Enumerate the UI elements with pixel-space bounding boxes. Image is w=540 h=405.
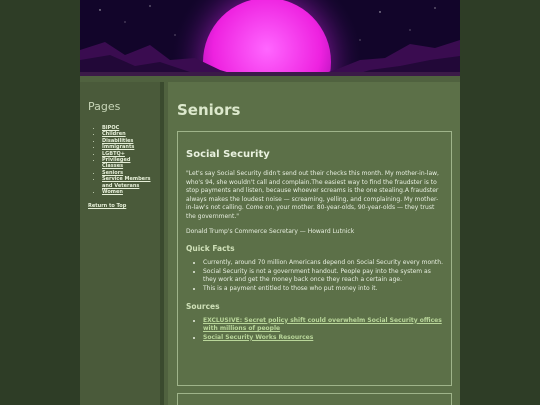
sidebar-item-service-members xyxy=(102,176,152,189)
synthwave-sun-illustration xyxy=(80,0,460,76)
sidebar-link-women[interactable]: Women xyxy=(102,189,123,196)
sidebar-link-service-members[interactable]: Service Members and Veterans xyxy=(102,176,151,189)
page-container xyxy=(80,0,460,405)
next-card xyxy=(177,393,452,405)
sidebar xyxy=(80,82,164,405)
social-security-card xyxy=(177,131,452,386)
sidebar-nav-list xyxy=(88,125,152,195)
source-link-ssw-resources[interactable]: Social Security Works Resources xyxy=(203,333,314,341)
sidebar-title: Pages xyxy=(88,100,121,113)
quick-facts-heading: Quick Facts xyxy=(186,244,235,254)
sidebar-link-children[interactable]: Children xyxy=(102,131,126,138)
quote-attribution: Donald Trump's Commerce Secretary — Howard Lutnick xyxy=(186,227,355,235)
sidebar-link-bipoc[interactable]: BIPOC xyxy=(102,125,120,131)
sources-list xyxy=(186,317,443,343)
sidebar-link-privileged-classes[interactable]: Privileged Classes xyxy=(102,157,131,170)
sidebar-item-privileged-classes xyxy=(102,157,152,170)
source-item xyxy=(203,334,443,343)
sidebar-item-women xyxy=(102,189,152,195)
header-banner-image xyxy=(80,0,460,76)
sidebar-link-disabilities[interactable]: Disabilities xyxy=(102,137,134,144)
fact-item: • Social Security is not a government handout. People pay into the system as they work and get the money back once they reach a certain age. xyxy=(203,268,443,285)
quote-text: "Let's say Social Security didn't send out their checks this month. My mother-in-law, who's 94, she wouldn't call and complain.The easiest way to find the fraudster is to stop payments and listen, because whoever screams is the one stealing.A fraudster always makes the loudest noise — screaming, yelling, and complaining. My mother-in-law's not calling. Come on, your mother. 80-year-olds, 90-year-olds — they trust the government." xyxy=(186,170,439,220)
main-content xyxy=(168,82,460,405)
sidebar-link-immigrants[interactable]: Immigrants xyxy=(102,144,135,151)
section-title: Social Security xyxy=(186,149,270,160)
fact-item: • Currently, around 70 million Americans depend on Social Security every month. xyxy=(203,259,443,268)
sidebar-link-seniors[interactable]: Seniors xyxy=(102,169,124,176)
page-title: Seniors xyxy=(177,101,241,119)
sources-heading: Sources xyxy=(186,301,220,311)
fact-item: • This is a payment entitled to those who put money into it. xyxy=(203,285,443,294)
sidebar-link-lgbtq[interactable]: LGBTQ+ xyxy=(102,150,125,157)
quick-facts-list xyxy=(186,259,443,293)
source-item xyxy=(203,317,443,334)
return-to-top-link[interactable]: Return to Top xyxy=(88,203,127,210)
source-link-secret-policy[interactable]: EXCLUSIVE: Secret policy shift could overwhelm Social Security offices with millions of people xyxy=(203,316,442,333)
